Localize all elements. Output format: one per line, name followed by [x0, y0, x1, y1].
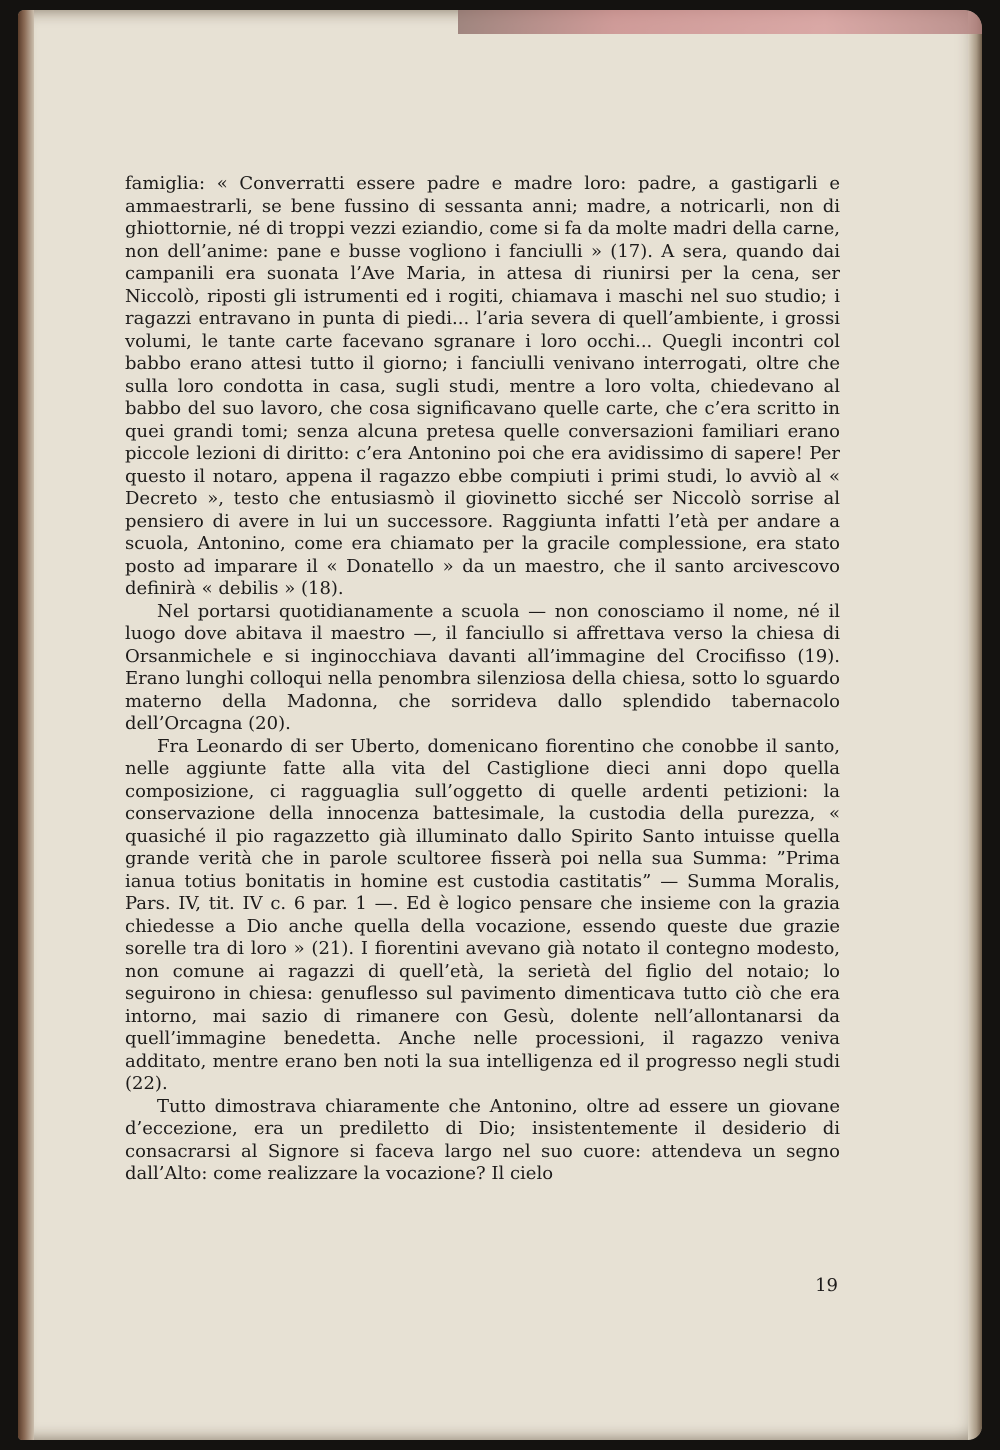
page-binding-right [968, 10, 982, 1440]
page-number: 19 [815, 1275, 838, 1296]
bookmark-ribbon [458, 10, 982, 34]
paragraph: Nel portarsi quotidianamente a scuola — non conosciamo il nome, né il luogo dove abitava il maestro —, il fanciullo si affrettava verso la chiesa di Orsanmichele e si inginocchiava davanti all’immagine del Crocifisso (19). Erano lunghi colloqui nella penombra silenziosa della chiesa, sotto lo sguardo materno della Madonna, che sorrideva dallo splendido tabernacolo dell’Orcagna (20). [125, 600, 840, 734]
paragraph: Fra Leonardo di ser Uberto, domenicano fiorentino che conobbe il santo, nelle aggiunte fatte alla vita del Castiglione dieci anni dopo quella composizione, ci ragguaglia sull’oggetto di quelle ardenti petizioni: la conservazione della innocenza battesimale, la custodia della purezza, « quasiché il pio ragazzetto già illuminato dallo Spirito Santo intuisse quella grande verità che in parole scultoree fisserà poi nella sua Summa: ”Prima ianua totius bonitatis in homine est custodia castitatis” — Summa Moralis, Pars. IV, tit. IV c. 6 par. 1 —. Ed è logico pensare che insieme con la grazia chiedesse a Dio anche quella della vocazione, essendo queste due grazie sorelle tra di loro » (21). I fiorentini avevano già notato il contegno modesto, non comune ai ragazzi di quell’età, la serietà del figlio del notaio; lo seguirono in chiesa: genuflesso sul pavimento dimenticava tutto ciò che era intorno, mai sazio di rimanere con Gesù, dolente nell’allontanarsi da quell’immagine benedetta. Anche nelle processioni, il ragazzo veniva additato, mentre erano ben noti la sua intelligenza ed il progresso negli studi (22). [125, 735, 840, 1094]
paragraph: famiglia: « Converratti essere padre e madre loro: padre, a gastigarli e ammaestrarli, se bene fussino di sessanta anni; madre, a notricarli, non di ghiottornie, né di troppi vezzi eziandio, come si fa da molte madri della carne, non dell’anime: pane e busse vogliono i fanciulli » (17). A sera, quando dai campanili era suonata l’Ave Maria, in attesa di riunirsi per la cena, ser Niccolò, riposti gli istrumenti ed i rogiti, chiamava i maschi nel suo studio; i ragazzi entravano in punta di piedi... l’aria severa di quell’ambiente, i grossi volumi, le tante carte facevano sgranare i loro occhi... Quegli incontri col babbo erano attesi tutto il giorno; i fanciulli venivano interrogati, oltre che sulla loro condotta in casa, sugli studi, mentre a loro volta, chiedevano al babbo del suo lavoro, che cosa significavano quelle carte, che c’era scritto in quei grandi tomi; senza alcuna pretesa quelle conversazioni familiari erano piccole lezioni di diritto: c’era Antonino poi che era avidissimo di sapere! Per questo il notaro, appena il ragazzo ebbe compiuti i primi studi, lo avviò al « Decreto », testo che entusiasmò il giovinetto sicché ser Niccolò sorrise al pensiero di avere in lui un successore. Raggiunta infatti l’età per andare a scuola, Antonino, come era chiamato per la gracile complessione, era stato posto ad imparare il « Donatello » da un maestro, che il santo arcivescovo definirà « debilis » (18). [125, 173, 840, 599]
paragraph: Tutto dimostrava chiaramente che Antonino, oltre ad essere un giovane d’eccezione, era un prediletto di Dio; insistentemente il desiderio di consacrarsi al Signore si faceva largo nel suo cuore: attendeva un segno dall’Alto: come realizzare la vocazione? Il cielo [125, 1095, 840, 1184]
page-binding-left [18, 10, 34, 1440]
body-text [125, 173, 840, 1186]
